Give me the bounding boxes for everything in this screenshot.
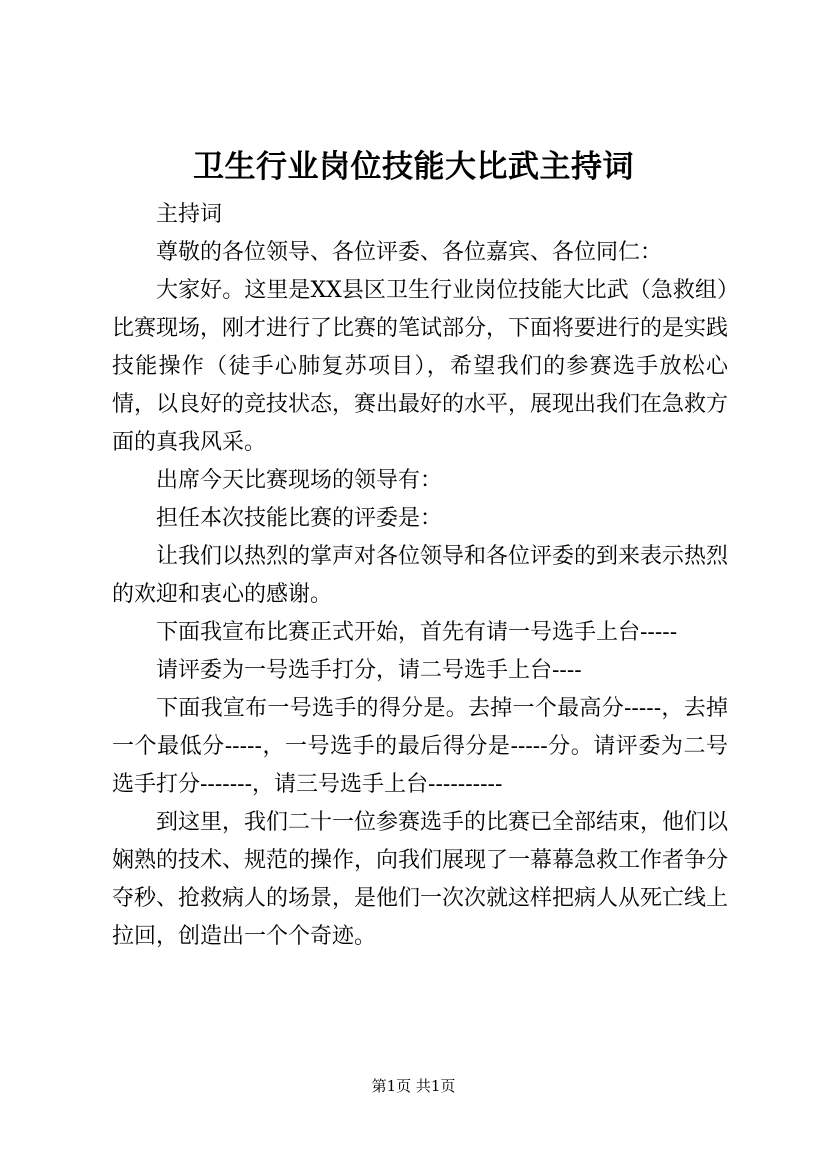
paragraph-welcome: 让我们以热烈的掌声对各位领导和各位评委的到来表示热烈的欢迎和衷心的感谢。 (112, 544, 729, 607)
page-footer: 第1页 共1页 (371, 1077, 456, 1095)
document-body (112, 196, 728, 956)
paragraph-greeting: 尊敬的各位领导、各位评委、各位嘉宾、各位同仁： (156, 240, 663, 265)
paragraph-judges: 担任本次技能比赛的评委是： (156, 506, 443, 531)
paragraph-start: 下面我宣布比赛正式开始，首先有请一号选手上台----- (156, 620, 678, 645)
paragraph-score-announcement: 下面我宣布一号选手的得分是。去掉一个最高分-----，去掉一个最低分-----，一号选手的最后得分是-----分。请评委为二号选手打分-------，请三号选手上台---------- (112, 696, 728, 797)
paragraph-closing: 到这里，我们二十一位参赛选手的比赛已全部结束，他们以娴熟的技术、规范的操作，向我们展现了一幕幕急救工作者争分夺秒、抢救病人的场景，是他们一次次就这样把病人从死亡线上拉回，创造出一个个奇迹。 (112, 810, 729, 949)
paragraph-heading: 主持词 (156, 202, 223, 227)
paragraph-opening: 大家好。这里是XX县区卫生行业岗位技能大比武（急救组）比赛现场，刚才进行了比赛的笔试部分，下面将要进行的是实践技能操作（徒手心肺复苏项目），希望我们的参赛选手放松心情，以良好的竞技状态，赛出最好的水平，展现出我们在急救方面的真我风采。 (112, 278, 729, 455)
paragraph-score-request: 请评委为一号选手打分，请二号选手上台---- (156, 658, 582, 683)
paragraph-leaders: 出席今天比赛现场的领导有： (156, 468, 443, 493)
document-title: 卫生行业岗位技能大比武主持词 (193, 149, 634, 185)
